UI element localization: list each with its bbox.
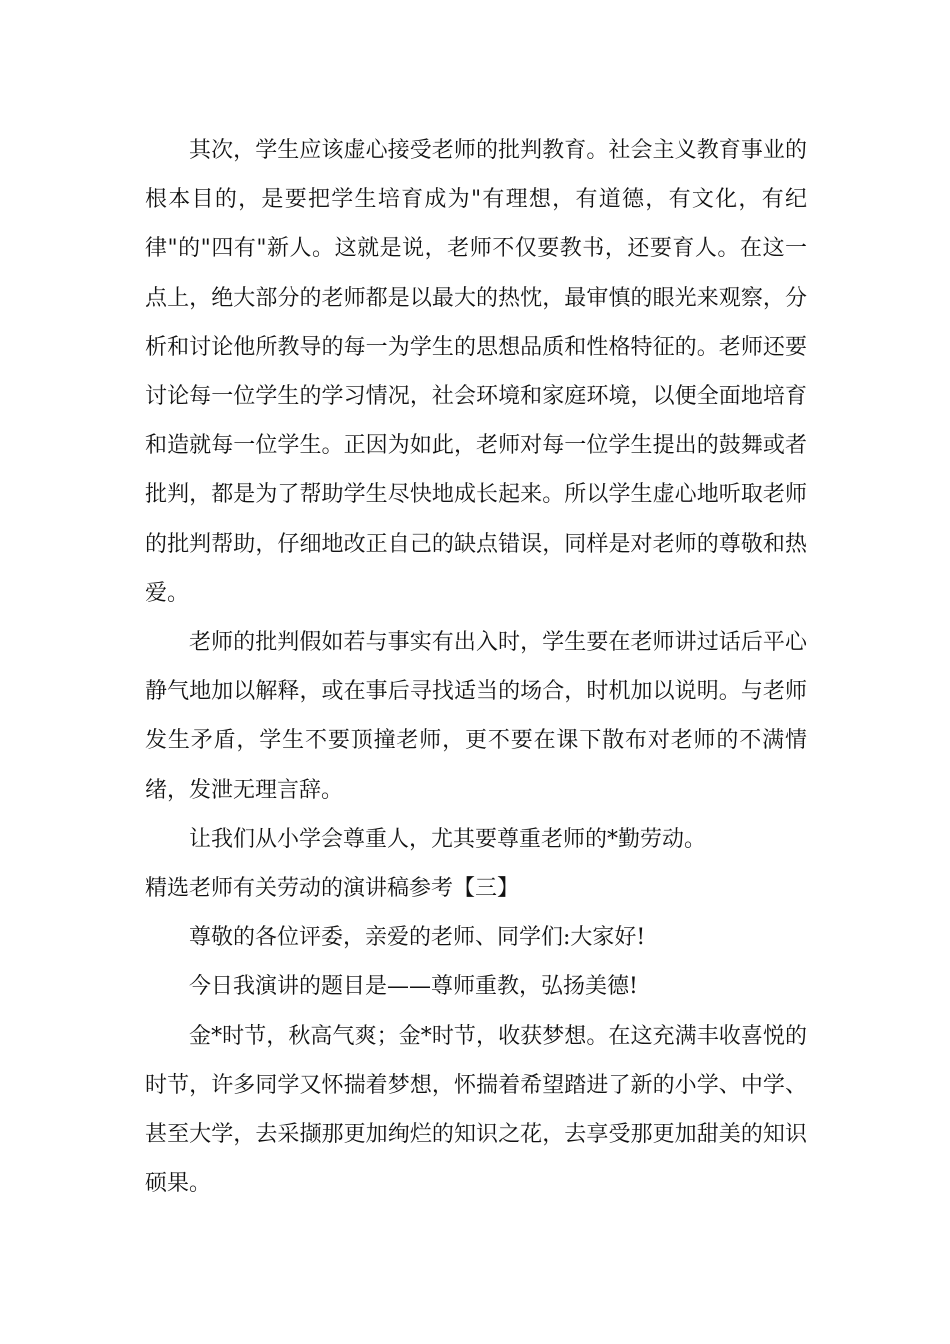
section-paragraph-3: 金*时节，秋高气爽；金*时节，收获梦想。在这充满丰收喜悦的时节，许多同学又怀揣着梦想，怀揣着希望踏进了新的小学、中学、甚至大学，去采撷那更加绚烂的知识之花，去享受那更加甜美的知识硕果。 — [145, 1023, 807, 1197]
document-page — [145, 126, 807, 1208]
paragraph-2: 老师的批判假如若与事实有出入时，学生要在老师讲过话后平心静气地加以解释，或在事后寻找适当的场合，时机加以说明。与老师发生矛盾，学生不要顶撞老师，更不要在课下散布对老师的不满情绪，发泄无理言辞。 — [145, 630, 807, 803]
section-heading: 精选老师有关劳动的演讲稿参考【三】 — [145, 876, 520, 902]
paragraph-1: 其次，学生应该虚心接受老师的批判教育。社会主义教育事业的根本目的，是要把学生培育成为"有理想，有道德，有文化，有纪律"的"四有"新人。这就是说，老师不仅要教书，还要育人。在这一点上，绝大部分的老师都是以最大的热忱，最审慎的眼光来观察，分析和讨论他所教导的每一为学生的思想品质和性格特征的。老师还要讨论每一位学生的学习情况，社会环境和家庭环境，以便全面地培育和造就每一位学生。正因为如此，老师对每一位学生提出的鼓舞或者批判，都是为了帮助学生尽快地成长起来。所以学生虚心地听取老师的批判帮助，仔细地改正自己的缺点错误，同样是对老师的尊敬和热爱。 — [145, 138, 807, 606]
section-paragraph-2: 今日我演讲的题目是——尊师重教，弘扬美德! — [189, 974, 638, 1000]
paragraph-3: 让我们从小学会尊重人，尤其要尊重老师的*勤劳动。 — [189, 826, 707, 852]
section-paragraph-1: 尊敬的各位评委，亲爱的老师、同学们:大家好! — [189, 925, 646, 951]
